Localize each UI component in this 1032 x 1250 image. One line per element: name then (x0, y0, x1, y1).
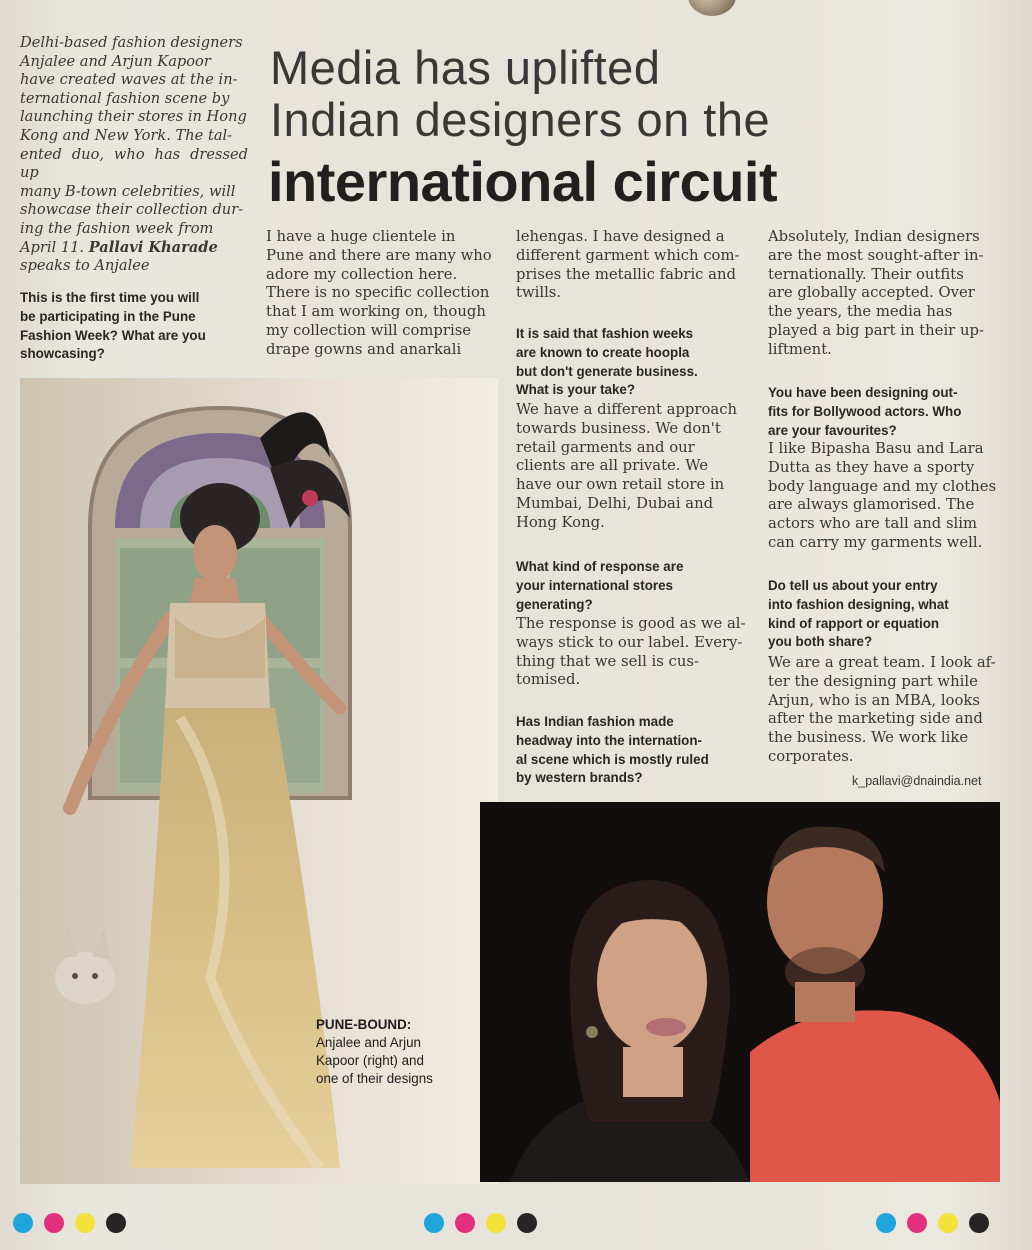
answer-line: actors who are tall and slim (768, 515, 978, 533)
print-registration-marks-left (13, 1213, 126, 1233)
dot-magenta (907, 1213, 927, 1233)
headline-line-1: Media has uplifted (270, 41, 661, 94)
caption-line: Kapoor (right) and (316, 1053, 424, 1068)
answer-line: the years, the media has (768, 303, 953, 321)
question-line: you both share? (768, 634, 873, 650)
answer-line: played a big part in their up- (768, 321, 984, 339)
answer-line: corporates. (768, 747, 854, 765)
answer-line: thing that we sell is cus- (516, 652, 699, 670)
intro-line: showcase their collection dur- (20, 201, 244, 219)
dot-cyan (13, 1213, 33, 1233)
question-line: What kind of response are (516, 559, 684, 574)
answer-line: towards business. We don't (516, 419, 721, 437)
question-line: Fashion Week? What are you (20, 327, 206, 343)
answer-line: that I am working on, though (266, 303, 486, 321)
question-line: This is the first time you will (20, 290, 200, 305)
question-line: showcasing? (20, 346, 105, 362)
photo-designers (480, 802, 1000, 1182)
print-registration-marks-center (424, 1213, 537, 1233)
intro-line: ternational fashion scene by (20, 89, 230, 107)
answer-line: Arjun, who is an MBA, looks (768, 691, 980, 709)
intro-line: ing the fashion week from (20, 219, 214, 237)
question-5 (768, 384, 1000, 440)
question-line: be participating in the Pune (20, 308, 196, 324)
answer-line: clients are all private. We (516, 457, 708, 475)
question-4 (516, 713, 748, 788)
photo-caption (316, 1016, 486, 1088)
answer-line: the business. We work like (768, 729, 969, 747)
dot-cyan (424, 1213, 444, 1233)
answer-line: I have a huge clientele in (266, 228, 456, 245)
answer-line: adore my collection here. (266, 265, 458, 283)
answer-line: prises the metallic fabric and (516, 265, 736, 283)
question-line: Has Indian fashion made (516, 714, 674, 729)
answer-line: body language and my clothes (768, 477, 997, 495)
question-1 (20, 289, 248, 364)
answer-line: are always glamorised. The (768, 496, 975, 514)
answer-line: my collection will comprise (266, 321, 472, 339)
intro-line: Delhi-based fashion designers (20, 34, 243, 51)
question-3 (516, 558, 748, 614)
answer-line: We have a different approach (516, 401, 738, 418)
dot-yellow (486, 1213, 506, 1233)
caption-line: Anjalee and Arjun (316, 1035, 421, 1050)
answer-line: We are a great team. I look af- (768, 654, 996, 671)
intro-line: ented duo, who has dressed up (20, 145, 248, 182)
answer-line: can carry my garments well. (768, 533, 983, 551)
caption-line: one of their designs (316, 1071, 433, 1086)
answer-3 (516, 615, 748, 690)
intro-line: launching their stores in Hong (20, 108, 247, 126)
dot-cyan (876, 1213, 896, 1233)
question-line: by western brands? (516, 770, 643, 786)
dot-black (106, 1213, 126, 1233)
caption-title: PUNE-BOUND: (316, 1017, 412, 1032)
answer-line: are the most sought-after in- (768, 246, 984, 264)
headline-line-2: Indian designers on the (270, 93, 771, 146)
intro-line: speaks to Anjalee (20, 257, 150, 275)
question-line: headway into the internation- (516, 732, 702, 748)
question-line: into fashion designing, what (768, 596, 949, 612)
answer-line: different garment which com- (516, 246, 740, 264)
answer-line: ter the designing part while (768, 672, 978, 690)
dot-yellow (75, 1213, 95, 1233)
answer-line: after the marketing side and (768, 710, 983, 728)
question-line: Do tell us about your entry (768, 578, 938, 593)
dot-yellow (938, 1213, 958, 1233)
question-line: al scene which is mostly ruled (516, 751, 709, 767)
answer-line: Dutta as they have a sporty (768, 458, 975, 476)
question-line: kind of rapport or equation (768, 615, 940, 631)
print-registration-marks-right (876, 1213, 989, 1233)
answer-2 (516, 401, 748, 533)
answer-6 (768, 654, 1000, 767)
intro-line: many B-town celebrities, will (20, 182, 236, 200)
answer-1-cont (516, 228, 748, 303)
question-line: You have been designing out- (768, 385, 958, 400)
question-line: It is said that fashion weeks (516, 326, 694, 341)
answer-5 (768, 440, 1000, 553)
question-2 (516, 325, 748, 400)
intro-date: April 11. (20, 238, 89, 256)
answer-line: ternationally. Their outfits (768, 265, 964, 283)
answer-line: Pune and there are many who (266, 246, 492, 264)
question-line: are known to create hoopla (516, 344, 690, 360)
answer-line: drape gowns and anarkali (266, 340, 462, 358)
answer-4 (768, 228, 1000, 360)
answer-line: I like Bipasha Basu and Lara (768, 440, 984, 457)
dot-magenta (44, 1213, 64, 1233)
headline-line-3: international circuit (268, 150, 778, 213)
answer-line: twills. (516, 284, 562, 302)
answer-line: Hong Kong. (516, 513, 605, 531)
answer-line: have our own retail store in (516, 476, 725, 494)
answer-line: tomised. (516, 671, 581, 689)
answer-line: The response is good as we al- (516, 615, 746, 632)
designers-illustration (480, 802, 1000, 1182)
question-line: your international stores (516, 577, 674, 593)
answer-line: liftment. (768, 340, 832, 358)
answer-line: retail garments and our (516, 438, 695, 456)
intro-blurb (20, 34, 248, 276)
answer-line: Absolutely, Indian designers (768, 228, 980, 245)
question-line: are your favourites? (768, 422, 897, 438)
answer-line: are globally accepted. Over (768, 284, 975, 302)
question-line: but don't generate business. (516, 363, 698, 379)
question-line: fits for Bollywood actors. Who (768, 403, 962, 419)
answer-line: lehengas. I have designed a (516, 228, 725, 245)
answer-1 (266, 228, 497, 360)
answer-line: Mumbai, Delhi, Dubai and (516, 494, 714, 512)
intro-line: Kong and New York. The tal- (20, 126, 233, 144)
author-email: k_pallavi@dnaindia.net (852, 774, 982, 788)
dot-black (969, 1213, 989, 1233)
question-line: What is your take? (516, 382, 636, 398)
author-name: Pallavi Kharade (88, 238, 218, 256)
question-6 (768, 577, 1000, 652)
answer-line: ways stick to our label. Every- (516, 633, 743, 651)
answer-line: There is no specific collection (266, 284, 490, 302)
dot-black (517, 1213, 537, 1233)
dot-magenta (455, 1213, 475, 1233)
intro-line: Anjalee and Arjun Kapoor (20, 52, 211, 70)
intro-line-author (20, 239, 248, 258)
intro-line: have created waves at the in- (20, 71, 238, 89)
question-line: generating? (516, 596, 593, 612)
